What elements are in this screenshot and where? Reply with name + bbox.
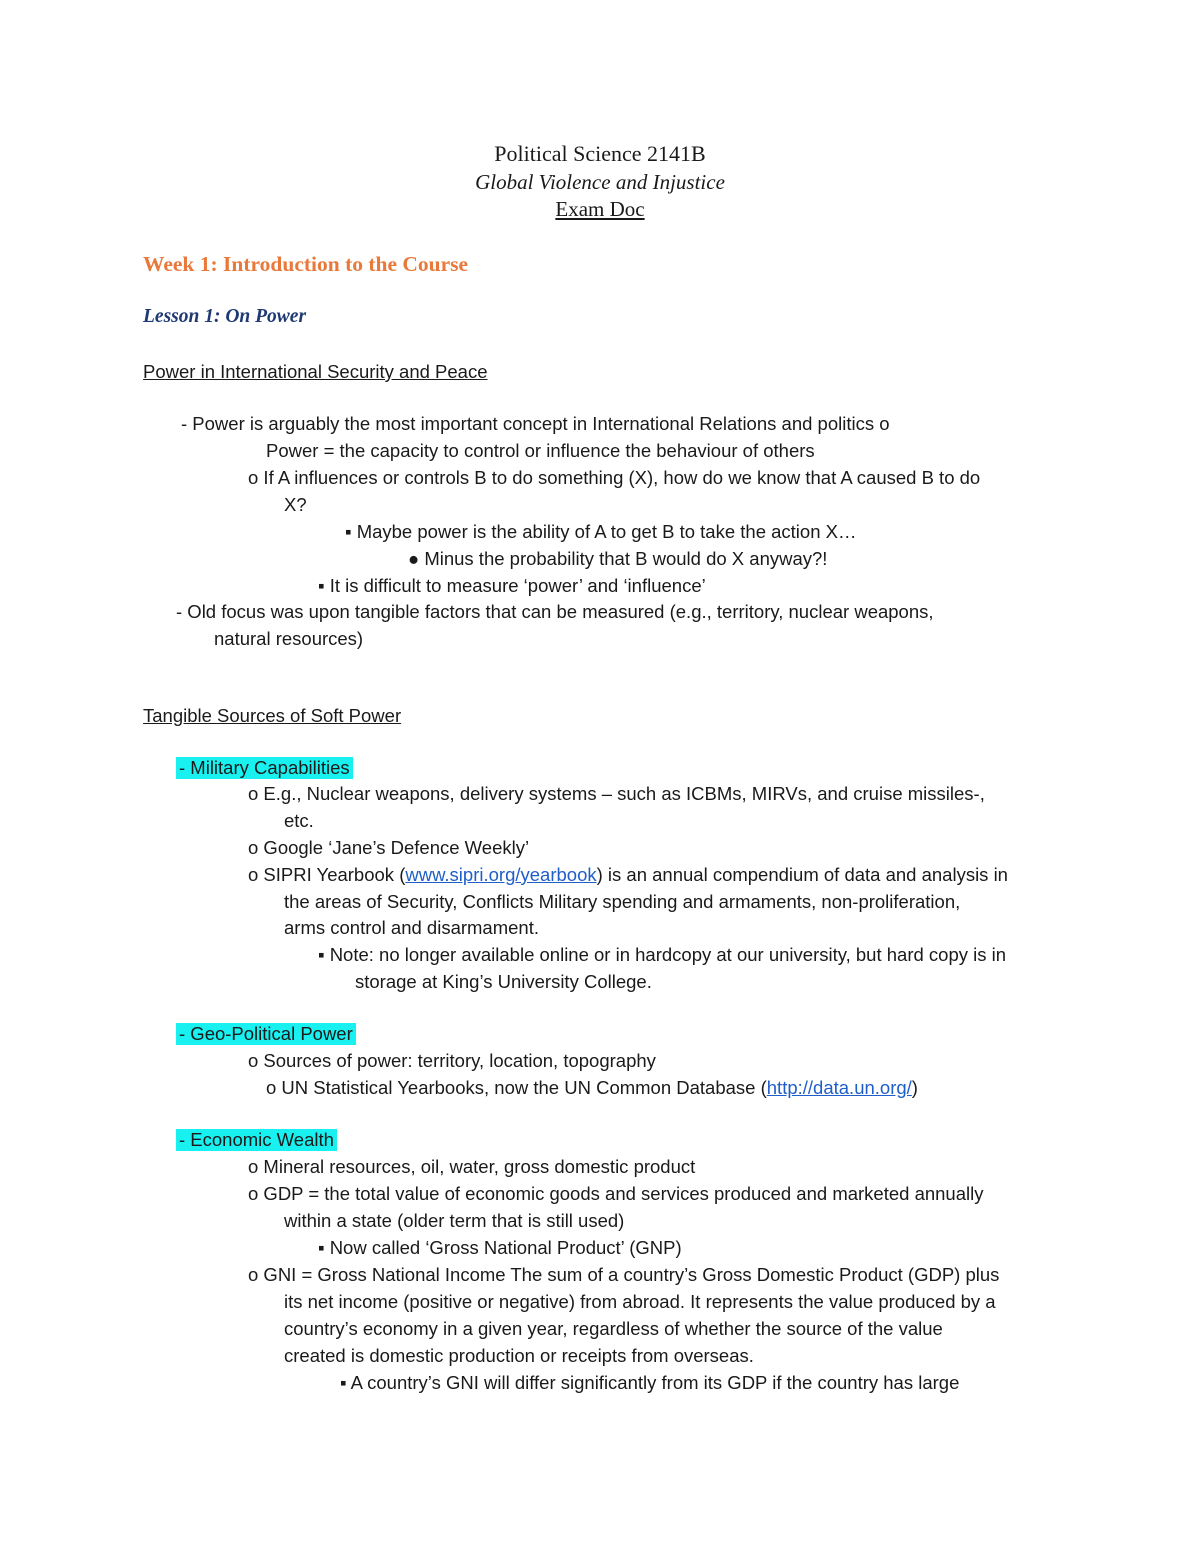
section-heading-soft-power: Tangible Sources of Soft Power [143, 705, 402, 726]
doc-label [0, 197, 1200, 221]
highlight-military: - Military Capabilities [176, 757, 353, 779]
bullet-line [248, 863, 1008, 887]
bullet-line: country’s economy in a given year, regardless of whether the source of the value [284, 1318, 943, 1339]
bullet-line: ● Minus the probability that B would do X anyway?! [408, 548, 828, 569]
bullet-line: - Power is arguably the most important concept in International Relations and politics o [181, 413, 890, 434]
bullet-line: ▪ It is difficult to measure ‘power’ and ‘influence’ [318, 575, 706, 596]
doc-title: Political Science 2141B [494, 141, 706, 166]
sipri-yearbook-link[interactable]: www.sipri.org/yearbook [405, 864, 597, 885]
bullet-line: X? [284, 494, 307, 515]
bullet-line: its net income (positive or negative) from abroad. It represents the value produced by a [284, 1291, 996, 1312]
bullet-line: o If A influences or controls B to do something (X), how do we know that A caused B to do [248, 467, 981, 488]
bullet-line: the areas of Security, Conflicts Military spending and armaments, non-proliferation, [284, 891, 961, 912]
lesson-heading: Lesson 1: On Power [143, 306, 307, 327]
bullet-line: arms control and disarmament. [284, 917, 539, 938]
military-capabilities-heading [176, 756, 353, 780]
bullet-line: within a state (older term that is still used) [284, 1210, 625, 1231]
bullet-line: o GDP = the total value of economic goods and services produced and marketed annually [248, 1183, 984, 1204]
economic-wealth-heading [176, 1128, 337, 1152]
bullet-text: ) [911, 1077, 918, 1098]
bullet-line: o Sources of power: territory, location, topography [248, 1050, 656, 1071]
bullet-line: o Mineral resources, oil, water, gross domestic product [248, 1156, 696, 1177]
bullet-line: ▪ A country’s GNI will differ significantly from its GDP if the country has large [340, 1372, 960, 1393]
doc-label-text: Exam Doc [555, 197, 645, 221]
bullet-line: o GNI = Gross National Income The sum of a country’s Gross Domestic Product (GDP) plus [248, 1264, 1000, 1285]
un-data-link[interactable]: http://data.un.org/ [766, 1077, 912, 1098]
bullet-text: o UN Statistical Yearbooks, now the UN Common Database ( [266, 1077, 767, 1098]
geo-political-heading [176, 1022, 356, 1046]
bullet-text: o SIPRI Yearbook ( [248, 864, 406, 885]
bullet-line: - Old focus was upon tangible factors that can be measured (e.g., territory, nuclear weapons, [176, 601, 934, 622]
highlight-geo: - Geo-Political Power [176, 1023, 356, 1045]
bullet-line: ▪ Now called ‘Gross National Product’ (GNP) [318, 1237, 682, 1258]
week-heading: Week 1: Introduction to the Course [143, 252, 469, 276]
highlight-economic: - Economic Wealth [176, 1129, 337, 1151]
bullet-line: ▪ Maybe power is the ability of A to get B to take the action X… [345, 521, 857, 542]
bullet-line: storage at King’s University College. [355, 971, 652, 992]
bullet-line: etc. [284, 810, 314, 831]
bullet-line: Power = the capacity to control or influence the behaviour of others [266, 440, 815, 461]
doc-subtitle: Global Violence and Injustice [475, 170, 725, 194]
bullet-line: created is domestic production or receipts from overseas. [284, 1345, 754, 1366]
bullet-line [266, 1076, 918, 1100]
bullet-line: o Google ‘Jane’s Defence Weekly’ [248, 837, 530, 858]
bullet-line: o E.g., Nuclear weapons, delivery systems – such as ICBMs, MIRVs, and cruise missiles-, [248, 783, 985, 804]
bullet-line: natural resources) [214, 628, 364, 649]
bullet-line: ▪ Note: no longer available online or in hardcopy at our university, but hard copy is in [318, 944, 1007, 965]
bullet-text: ) is an annual compendium of data and analysis in [596, 864, 1008, 885]
section-heading-power: Power in International Security and Peace [143, 361, 488, 382]
